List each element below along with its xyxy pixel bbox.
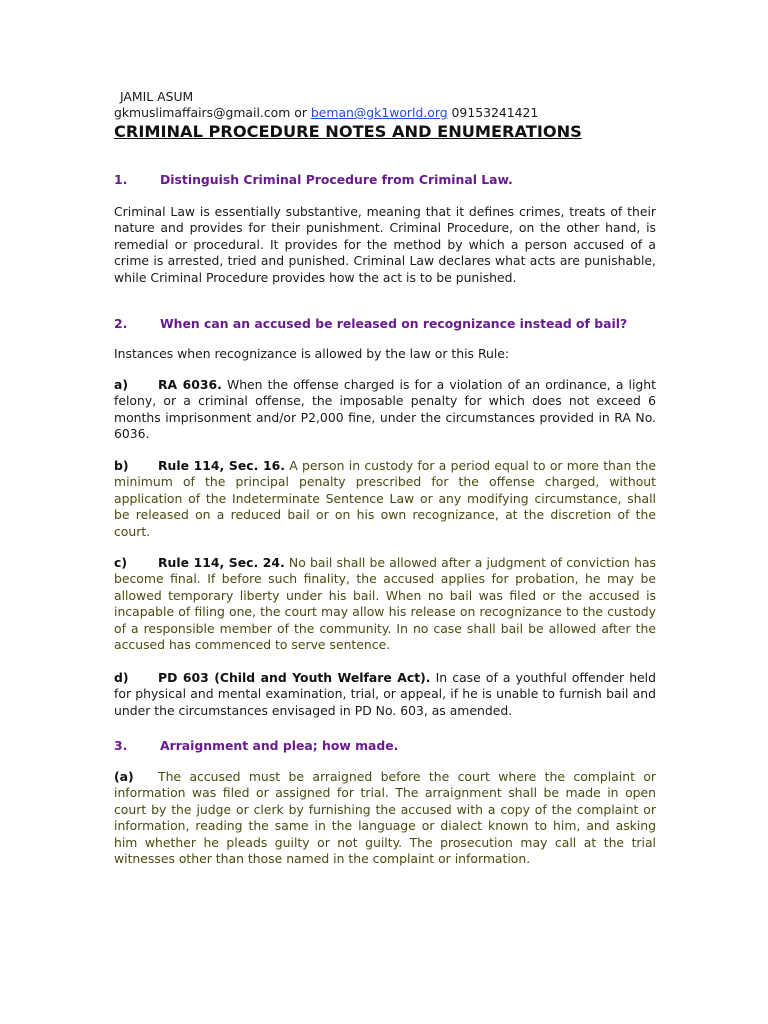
item-text: In case of a youthful offender held for physical and mental examination, trial, or appeal, if he is unable to furnish bail and under the circumstances envisaged in PD No. 603, as amended.	[114, 670, 656, 718]
item-citation: RA 6036.	[158, 377, 222, 392]
item-text: No bail shall be allowed after a judgment of conviction has become final. If before such finality, the accused applies for probation, he may be allowed temporary liberty under his bail. When no bail was filed or the accused is incapable of filing one, the court may allow his release on recognizance to the custody of a responsible member of the community. In no case shall bail be allowed after the accused has commenced to serve sentence.	[114, 555, 656, 653]
item-citation: Rule 114, Sec. 24.	[158, 555, 285, 570]
list-item-b	[114, 458, 656, 540]
item-citation: PD 603 (Child and Youth Welfare Act).	[158, 670, 431, 685]
item-label: (a)	[114, 769, 134, 784]
contact-line	[114, 105, 656, 121]
item-label: c)	[114, 555, 128, 570]
section-title: Distinguish Criminal Procedure from Criminal Law.	[160, 172, 513, 187]
email-link[interactable]: beman@gk1world.org	[310, 105, 448, 120]
item-citation: Rule 114, Sec. 16.	[158, 458, 285, 473]
item-label: b)	[114, 458, 129, 473]
item-label: d)	[114, 670, 129, 685]
item-text: A person in custody for a period equal to or more than the minimum of the principal penalty prescribed for the offense charged, without application of the Indeterminate Sentence Law or any modifying circumstance, shall be released on a reduced bail or on his own recognizance, at the discretion of the court.	[114, 458, 656, 539]
section-2-intro: Instances when recognizance is allowed by the law or this Rule:	[114, 346, 510, 361]
phone-text: 09153241421	[451, 105, 539, 120]
section-title: Arraignment and plea; how made.	[160, 738, 399, 753]
section-2-heading	[114, 315, 656, 332]
section-number: 2.	[114, 316, 128, 331]
list-item-a	[114, 377, 656, 443]
list-item-3a	[114, 769, 656, 867]
section-number: 1.	[114, 172, 128, 187]
item-label: a)	[114, 377, 129, 392]
item-text: When the offense charged is for a violation of an ordinance, a light felony, or a criminal offense, the imposable penalty for which does not exceed 6 months imprisonment and/or P2,000 fine, under the circumstances provided in RA No. 6036.	[114, 377, 656, 442]
section-1-body: Criminal Law is essentially substantive, meaning that it defines crimes, treats of their nature and provides for their punishment. Criminal Procedure, on the other hand, is remedial or procedural. It provides for the method by which a person accused of a crime is arrested, tried and punished. Criminal Law declares what acts are punishable, while Criminal Procedure provides how the act is to be punished.	[114, 204, 656, 285]
email-text: gkmuslimaffairs@gmail.com	[114, 105, 291, 120]
list-item-d	[114, 670, 656, 719]
author-name: JAMIL ASUM	[120, 89, 194, 104]
document-title: CRIMINAL PROCEDURE NOTES AND ENUMERATIONS	[114, 122, 582, 141]
list-item-c	[114, 555, 656, 653]
section-title: When can an accused be released on recognizance instead of bail?	[160, 316, 628, 331]
or-text: or	[294, 105, 307, 120]
section-number: 3.	[114, 738, 128, 753]
item-text: The accused must be arraigned before the court where the complaint or information was filed or assigned for trial. The arraignment shall be made in open court by the judge or clerk by furnishing the accused with a copy of the complaint or information, reading the same in the language or dialect known to him, and asking him whether he pleads guilty or not guilty. The prosecution may call at the trial witnesses other than those named in the complaint or information.	[114, 769, 656, 867]
section-1-heading	[114, 171, 656, 188]
section-3-heading	[114, 737, 656, 754]
